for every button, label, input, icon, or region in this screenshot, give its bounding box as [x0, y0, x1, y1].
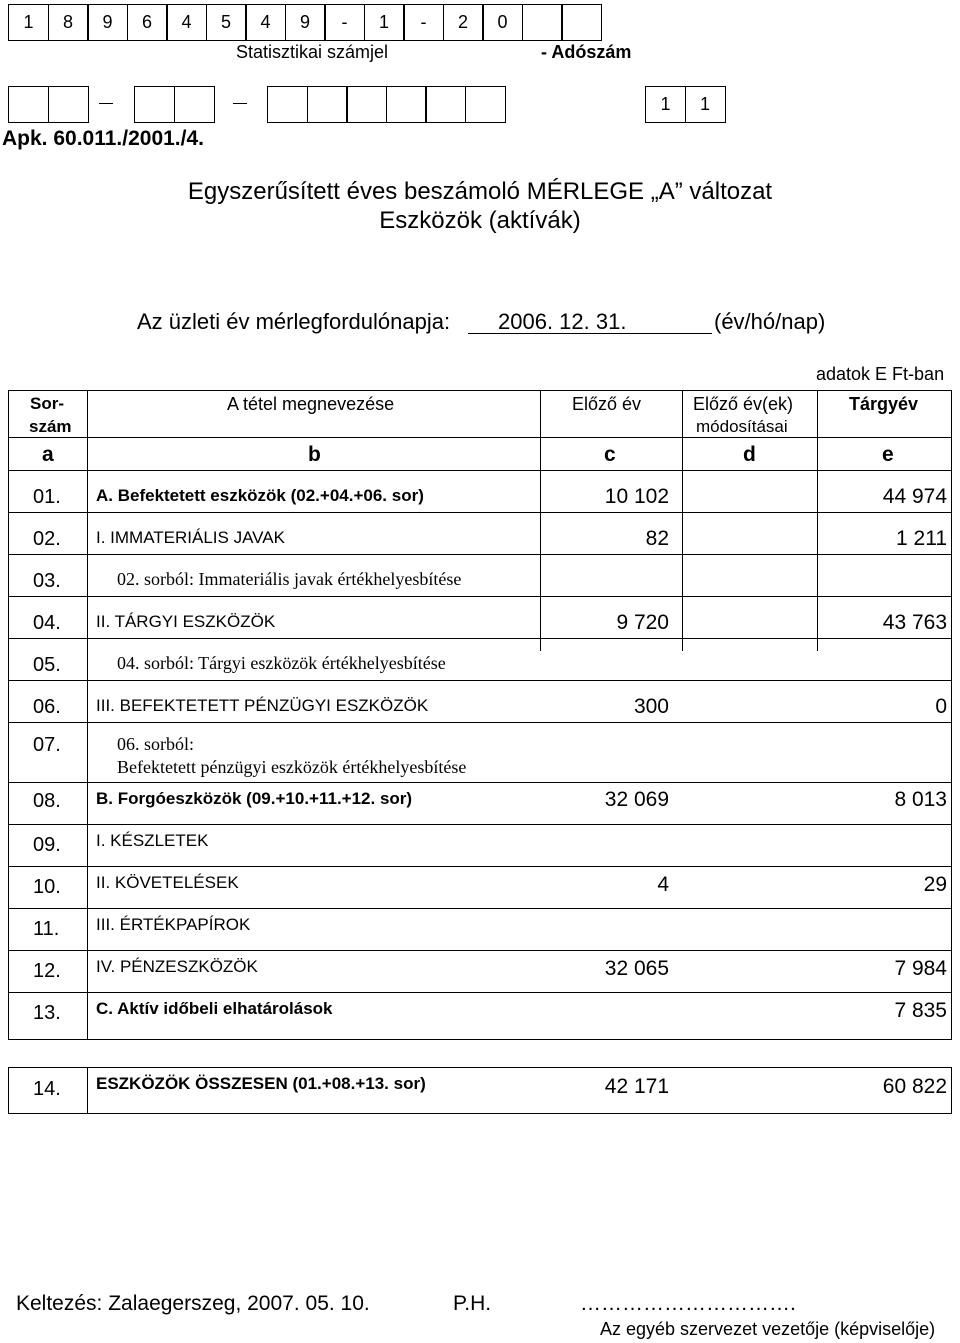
row-number: 07. [33, 734, 61, 756]
row-label-line2: Befektetett pénzügyi eszközök értékhelyesbítése [117, 757, 467, 777]
row-label: A. Befektetett eszközök (02.+04.+06. sor) [96, 486, 424, 505]
digit-cell: 0 [482, 4, 523, 41]
separator-dash [99, 103, 113, 104]
row-cur-value: 1 211 [896, 527, 947, 550]
empty-cell [386, 86, 427, 123]
row-label: II. KÖVETELÉSEK [96, 873, 239, 892]
row-label: 06. sorból: [117, 734, 195, 754]
footer-ph: P.H. [453, 1292, 492, 1315]
row-prev-value: 10 102 [604, 485, 669, 508]
digit-cell: 8 [48, 4, 89, 41]
row-prev-value: 42 171 [604, 1075, 669, 1098]
digit-cell: 2 [443, 4, 484, 41]
stat-number-label: Statisztikai számjel [236, 42, 389, 62]
register-cells-4 [645, 86, 726, 123]
col-letter-a: a [42, 443, 54, 466]
row-cur-value: 60 822 [882, 1075, 947, 1098]
row-label: 02. sorból: Immateriális javak értékhelyesbítése [117, 569, 462, 589]
footer-date: Keltezés: Zalaegerszeg, 2007. 05. 10. [16, 1292, 370, 1315]
apk-code: Apk. 60.011./2001./4. [2, 127, 204, 150]
row-number: 03. [33, 570, 61, 592]
row-number: 10. [33, 876, 61, 898]
separator-dash [233, 103, 247, 104]
row-number: 13. [33, 1002, 61, 1024]
row-number: 01. [33, 486, 61, 508]
signer-caption: Az egyéb szervezet vezetője (képviselője) [600, 1319, 936, 1339]
date-value: 2006. 12. 31. [498, 309, 627, 334]
row-label: I. KÉSZLETEK [96, 831, 209, 850]
col-letter-e: e [882, 443, 894, 466]
digit-cell: 1 [8, 4, 49, 41]
empty-cell [465, 86, 506, 123]
row-label: IV. PÉNZESZKÖZÖK [96, 957, 258, 976]
page-subtitle: Eszközök (aktívák) [379, 207, 581, 234]
balance-table [8, 390, 952, 1040]
digit-cell: 4 [245, 4, 286, 41]
row-prev-value: 32 069 [604, 788, 669, 811]
row-label: III. BEFEKTETETT PÉNZÜGYI ESZKÖZÖK [96, 696, 429, 715]
empty-cell [174, 86, 215, 123]
col-name: A tétel megnevezése [227, 394, 395, 414]
col-sor-1: Sor- [30, 394, 64, 413]
row-cur-value: 29 [923, 873, 947, 896]
digit-cell: 1 [364, 4, 405, 41]
empty-cell [346, 86, 387, 123]
digit-cell: 1 [685, 86, 726, 123]
empty-cell [48, 86, 89, 123]
empty-cell [134, 86, 175, 123]
stat-number-cells [8, 4, 602, 41]
empty-cell [8, 86, 49, 123]
row-number: 09. [33, 834, 61, 856]
col-prev: Előző év [572, 394, 642, 414]
digit-cell [561, 4, 602, 41]
unit-note: adatok E Ft-ban [816, 364, 945, 384]
page-title: Egyszerűsített éves beszámoló MÉRLEGE „A” változat [187, 178, 773, 205]
row-cur-value: 7 835 [894, 999, 947, 1022]
row-cur-value: 7 984 [894, 957, 947, 980]
digit-cell: 1 [645, 86, 686, 123]
digit-cell: 9 [87, 4, 128, 41]
col-sor-2: szám [29, 417, 72, 436]
row-number: 08. [33, 790, 61, 812]
row-cur-value: 0 [935, 695, 947, 718]
digit-cell: - [324, 4, 365, 41]
digit-cell: 6 [127, 4, 168, 41]
row-cur-value: 43 763 [882, 611, 947, 634]
col-cur: Tárgyév [849, 394, 919, 414]
row-label: 04. sorból: Tárgyi eszközök értékhelyesbítése [117, 653, 446, 673]
row-label: II. TÁRGYI ESZKÖZÖK [96, 612, 276, 631]
row-cur-value: 44 974 [882, 485, 947, 508]
digit-cell: - [403, 4, 444, 41]
empty-cell [267, 86, 308, 123]
register-cells-1 [8, 86, 89, 123]
digit-cell: 9 [285, 4, 326, 41]
row-prev-value: 4 [657, 873, 669, 896]
row-number: 02. [33, 528, 61, 550]
col-mod-1: Előző év(ek) [693, 394, 794, 414]
row-prev-value: 9 720 [616, 611, 669, 634]
date-label: Az üzleti év mérlegfordulónapja: [137, 309, 451, 334]
signature-dots: …………………………. [580, 1292, 796, 1315]
register-cells-3 [267, 86, 506, 123]
row-number: 14. [33, 1078, 61, 1100]
date-underline [468, 333, 712, 334]
row-number: 12. [33, 960, 61, 982]
row-label: I. IMMATERIÁLIS JAVAK [96, 528, 285, 547]
col-letter-c: c [604, 443, 616, 466]
row-number: 04. [33, 612, 61, 634]
empty-cell [425, 86, 466, 123]
col-letter-d: d [743, 443, 756, 466]
row-label: C. Aktív időbeli elhatárolások [96, 999, 333, 1018]
tax-number-label: - Adószám [541, 42, 632, 62]
row-cur-value: 8 013 [894, 788, 947, 811]
row-label: B. Forgóeszközök (09.+10.+11.+12. sor) [96, 789, 413, 808]
row-label: III. ÉRTÉKPAPÍROK [96, 915, 251, 934]
row-number: 11. [33, 918, 60, 940]
date-unit: (év/hó/nap) [714, 309, 826, 334]
total-table [8, 1067, 952, 1114]
register-cells-2 [134, 86, 215, 123]
row-number: 06. [33, 696, 61, 718]
row-prev-value: 300 [633, 695, 669, 718]
row-label: ESZKÖZÖK ÖSSZESEN (01.+08.+13. sor) [96, 1074, 426, 1093]
row-prev-value: 32 065 [604, 957, 669, 980]
col-mod-2: módosításai [696, 417, 788, 436]
row-prev-value: 82 [645, 527, 669, 550]
digit-cell [522, 4, 563, 41]
empty-cell [307, 86, 348, 123]
digit-cell: 4 [166, 4, 207, 41]
digit-cell: 5 [206, 4, 247, 41]
col-letter-b: b [308, 443, 321, 466]
row-number: 05. [33, 654, 61, 676]
